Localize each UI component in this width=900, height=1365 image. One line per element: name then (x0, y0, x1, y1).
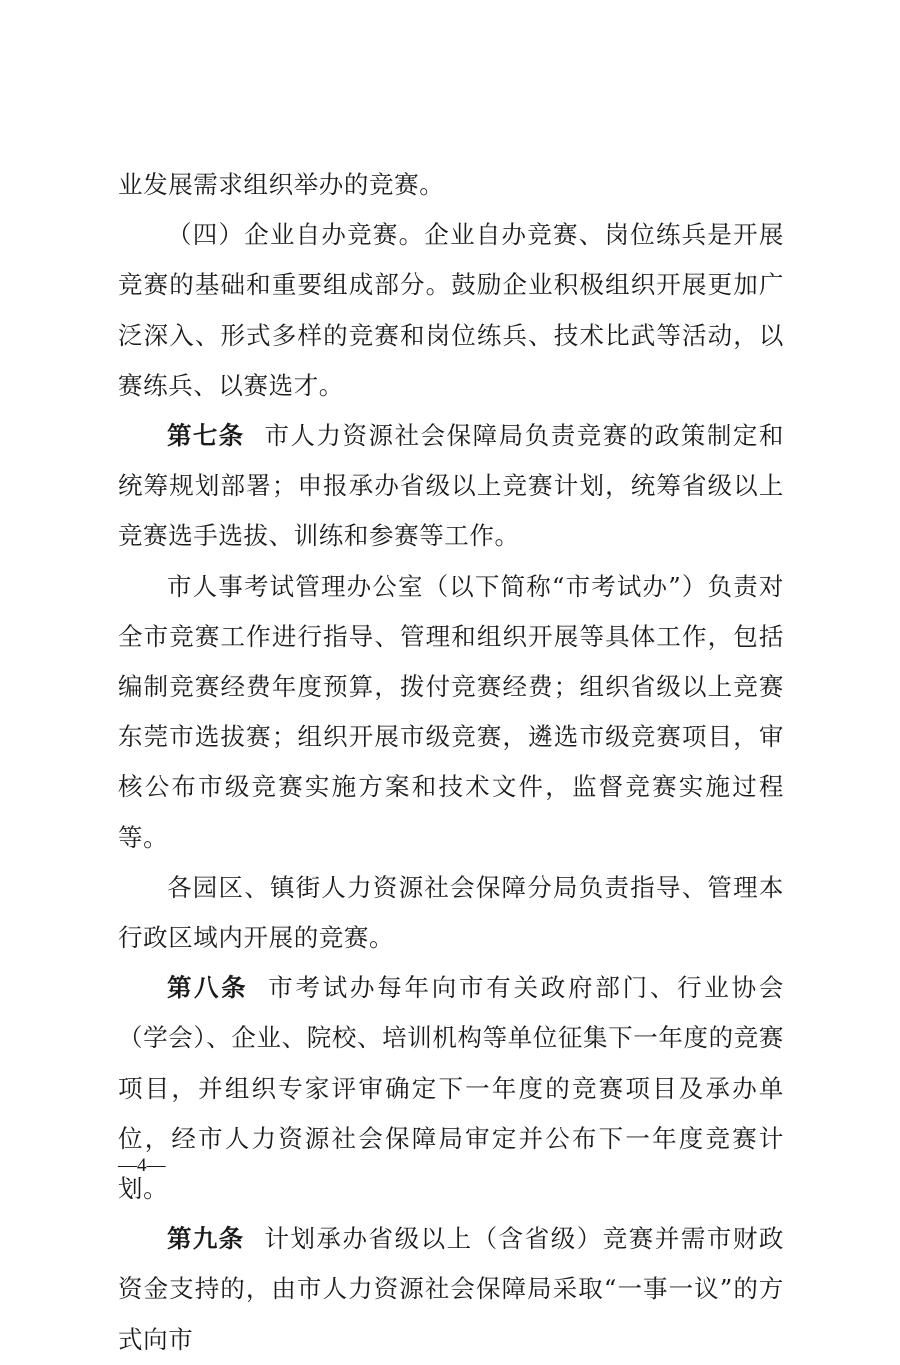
page-number: —4— (118, 1155, 166, 1176)
article-label: 第七条 (167, 421, 245, 451)
paragraph-text: 计划承办省级以上（含省级）竞赛并需市财政资金支持的，由市人力资源社会保障局采取“一事一议”的方式向市 (118, 1224, 784, 1354)
paragraph-exam-office (118, 562, 784, 863)
paragraph-article-8 (118, 963, 784, 1214)
paragraph-article-7 (118, 411, 784, 562)
document-body (118, 160, 784, 1365)
paragraph-text: 各园区、镇街人力资源社会保障分局负责指导、管理本行政区域内开展的竞赛。 (118, 872, 784, 953)
article-label: 第九条 (167, 1224, 245, 1254)
article-label: 第八条 (167, 973, 249, 1003)
paragraph-text: 市人事考试管理办公室（以下简称“市考试办”）负责对全市竞赛工作进行指导、管理和组织开展等具体工作，包括编制竞赛经费年度预算，拨付竞赛经费；组织省级以上竞赛东莞市选拔赛；组织开展市级竞赛，遴选市级竞赛项目，审核公布市级竞赛实施方案和技术文件，监督竞赛实施过程等。 (118, 571, 784, 852)
paragraph-continuation (118, 160, 784, 210)
paragraph-enterprise-competition (118, 210, 784, 411)
paragraph-text: 市人力资源社会保障局负责竞赛的政策制定和统筹规划部署；申报承办省级以上竞赛计划，统筹省级以上竞赛选手选拔、训练和参赛等工作。 (118, 421, 784, 551)
paragraph-text: （四）企业自办竞赛。企业自办竞赛、岗位练兵是开展竞赛的基础和重要组成部分。鼓励企业积极组织开展更加广泛深入、形式多样的竞赛和岗位练兵、技术比武等活动，以赛练兵、以赛选才。 (118, 220, 784, 400)
paragraph-text: 市考试办每年向市有关政府部门、行业协会（学会）、企业、院校、培训机构等单位征集下一年度的竞赛项目，并组织专家评审确定下一年度的竞赛项目及承办单位，经市人力资源社会保障局审定并公布下一年度竞赛计划。 (118, 973, 784, 1204)
paragraph-district-branches (118, 863, 784, 963)
paragraph-text: 业发展需求组织举办的竞赛。 (118, 170, 445, 199)
paragraph-article-9 (118, 1214, 784, 1365)
